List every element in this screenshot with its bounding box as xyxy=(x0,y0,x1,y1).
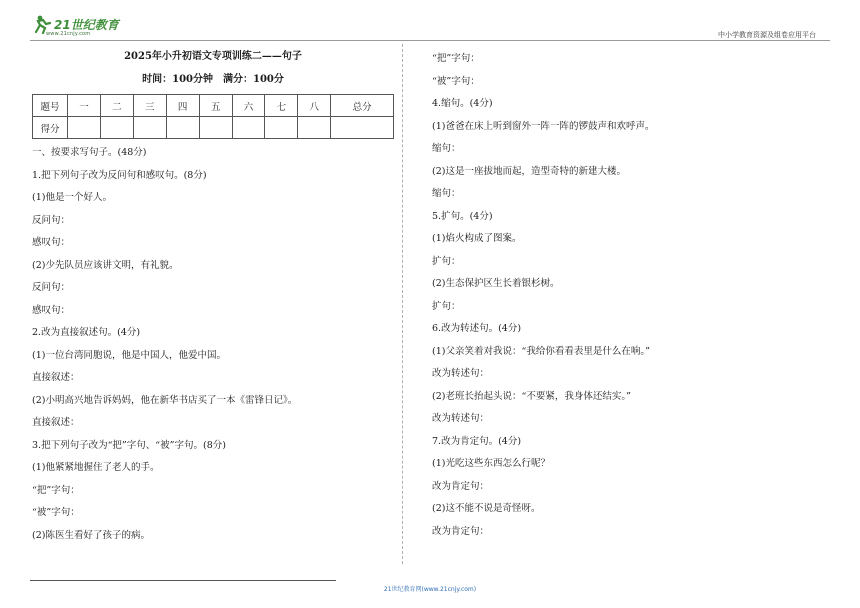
question-line: 4.缩句。(4分) xyxy=(432,98,493,109)
page-header xyxy=(0,0,860,44)
answer-line[interactable]: 改为肯定句： xyxy=(432,480,490,492)
question-line: 6.改为转述句。(4分) xyxy=(432,323,522,334)
answer-line[interactable]: 改为转述句： xyxy=(432,413,490,424)
question-line: (1)焰火构成了图案。 xyxy=(432,233,522,244)
score-header-cell: 六 xyxy=(232,95,265,117)
score-header-row xyxy=(33,95,394,117)
score-cell[interactable] xyxy=(133,117,166,139)
logo-url: www.21cnjy.com xyxy=(46,31,91,37)
answer-line[interactable]: 直接叙述： xyxy=(32,372,80,383)
question-line: (1)他紧紧地握住了老人的手。 xyxy=(32,462,160,473)
score-cell[interactable] xyxy=(100,117,133,139)
question-line: (2)这是一座拔地而起，造型奇特的新建大楼。 xyxy=(432,165,626,177)
question-line: (1)父亲笑着对我说：“我给你看看表里是什么在响。” xyxy=(432,345,650,357)
column-divider xyxy=(402,44,403,564)
question-line: (2)陈医生看好了孩子的病。 xyxy=(32,529,150,541)
svg-text:21世纪教育: 21世纪教育 xyxy=(54,18,119,32)
score-header-cell: 八 xyxy=(298,95,331,117)
score-cell[interactable] xyxy=(298,117,331,139)
question-line: (2)小明高兴地告诉妈妈，他在新华书店买了一本《雷锋日记》。 xyxy=(32,394,298,406)
score-cell[interactable] xyxy=(68,117,101,139)
score-header-cell: 一 xyxy=(68,95,101,117)
answer-line[interactable]: “被”字句： xyxy=(432,75,480,87)
score-header-cell: 题号 xyxy=(33,95,68,117)
answer-line[interactable]: 反问句： xyxy=(32,214,71,226)
score-cell[interactable] xyxy=(331,117,394,139)
exam-title: 2025年小升初语文专项训练二——句子 xyxy=(124,51,302,62)
score-cell[interactable] xyxy=(265,117,298,139)
answer-line[interactable]: “把”字句： xyxy=(432,53,480,64)
header-rule xyxy=(30,40,830,41)
footer-rule xyxy=(30,580,336,581)
question-line: 3.把下列句子改为“把”字句、“被”字句。(8分) xyxy=(32,439,226,451)
score-cell[interactable] xyxy=(232,117,265,139)
footer-link[interactable]: 21世纪教育网(www.21cnjy.com) xyxy=(383,586,477,593)
question-line: (2)少先队员应该讲文明，有礼貌。 xyxy=(32,259,179,271)
question-line: 2.改为直接叙述句。(4分) xyxy=(32,327,141,338)
left-column xyxy=(32,48,394,547)
answer-line[interactable]: 扩句： xyxy=(432,300,461,312)
question-line: (1)光吃这些东西怎么行呢？ xyxy=(432,458,550,469)
score-header-cell: 总分 xyxy=(331,95,394,117)
question-line: (2)生态保护区生长着银杉树。 xyxy=(432,278,560,289)
answer-line[interactable]: 缩句： xyxy=(432,188,461,199)
answer-line[interactable]: “把”字句： xyxy=(32,484,80,496)
question-line: (2)这不能不说是奇怪呀。 xyxy=(432,503,541,514)
answer-line[interactable]: 感叹句： xyxy=(32,237,71,248)
question-line: (1)一位台湾同胞说，他是中国人，他爱中国。 xyxy=(32,349,226,361)
question-line: 7.改为肯定句。(4分) xyxy=(432,435,522,447)
score-cell[interactable] xyxy=(199,117,232,139)
score-header-cell: 四 xyxy=(166,95,199,117)
score-table xyxy=(32,94,394,139)
answer-line[interactable]: 扩句： xyxy=(432,255,461,267)
question-line: (1)爸爸在床上听到窗外一阵一阵的锣鼓声和欢呼声。 xyxy=(432,120,655,132)
score-header-cell: 三 xyxy=(133,95,166,117)
answer-line[interactable]: 缩句： xyxy=(432,143,461,154)
score-value-row xyxy=(33,117,394,139)
answer-line[interactable]: 感叹句： xyxy=(32,304,71,316)
answer-line[interactable]: 改为转述句： xyxy=(432,368,490,379)
question-line: 一、按要求写句子。(48分) xyxy=(32,147,147,158)
question-line: (1)他是一个好人。 xyxy=(32,192,112,203)
answer-line[interactable]: 反问句： xyxy=(32,282,71,293)
question-line: 5.扩句。(4分) xyxy=(432,210,493,222)
platform-name: 中小学教育资源及组卷应用平台 xyxy=(718,31,816,39)
score-cell[interactable] xyxy=(166,117,199,139)
answer-line[interactable]: 改为肯定句： xyxy=(432,525,490,537)
score-header-cell: 五 xyxy=(199,95,232,117)
score-header-cell: 二 xyxy=(100,95,133,117)
score-row-label: 得分 xyxy=(33,117,68,139)
question-line: 1.把下列句子改为反问句和感叹句。(8分) xyxy=(32,169,207,181)
question-line: (2)老班长抬起头说：“不要紧，我身体还结实。” xyxy=(432,390,631,402)
answer-line[interactable]: “被”字句： xyxy=(32,507,80,518)
right-column xyxy=(432,48,812,543)
exam-subtitle: 时间：100分钟 满分：100分 xyxy=(142,74,284,85)
score-header-cell: 七 xyxy=(265,95,298,117)
answer-line[interactable]: 直接叙述： xyxy=(32,417,80,428)
